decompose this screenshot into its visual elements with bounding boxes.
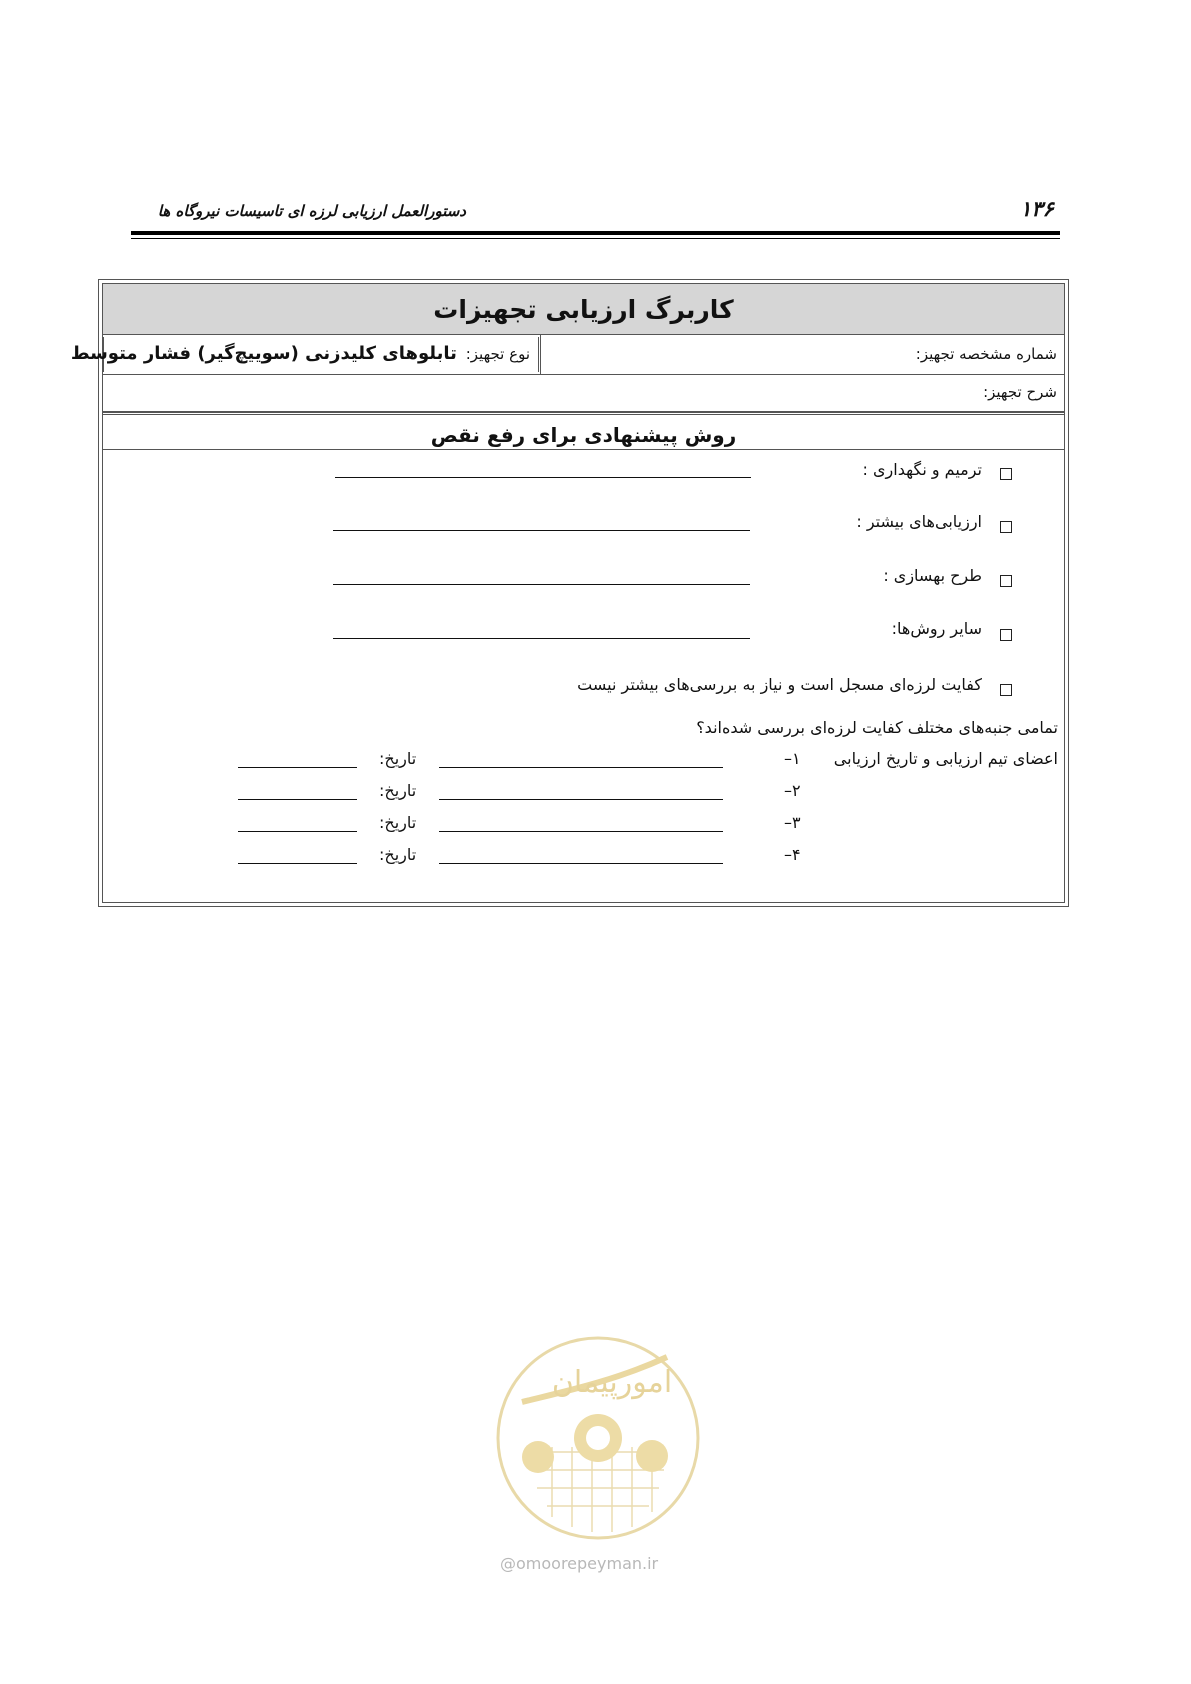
member-date-line[interactable] bbox=[238, 799, 357, 800]
equipment-id-cell[interactable] bbox=[540, 335, 1064, 374]
equipment-type bbox=[71, 343, 530, 364]
header-rule bbox=[131, 231, 1060, 235]
member-name-line[interactable] bbox=[439, 831, 723, 832]
aspects-question: تمامی جنبه‌های مختلف کفایت لرزه‌ای بررسی شده‌اند؟ bbox=[696, 718, 1058, 737]
form-inner-border bbox=[70, 283, 1065, 903]
member-date-label: تاریخ: bbox=[379, 845, 417, 864]
equipment-info-row bbox=[70, 335, 1064, 375]
equipment-type-label: نوع تجهیز: bbox=[465, 345, 530, 363]
other-methods-blank-line[interactable] bbox=[333, 638, 750, 639]
further-evaluation-blank-line[interactable] bbox=[333, 530, 750, 531]
header-rule-thin bbox=[131, 238, 1060, 239]
member-number: ۱– bbox=[784, 749, 801, 768]
member-date-label: تاریخ: bbox=[379, 749, 417, 768]
watermark-logo bbox=[492, 1332, 704, 1544]
member-date-line[interactable] bbox=[238, 863, 357, 864]
page-number: ۱۳۶ bbox=[1020, 196, 1054, 221]
member-date-line[interactable] bbox=[238, 831, 357, 832]
other-methods-checkbox[interactable] bbox=[1000, 629, 1012, 641]
equipment-description-label: شرح تجهیز: bbox=[983, 383, 1057, 401]
retrofit-checkbox[interactable] bbox=[1000, 575, 1012, 587]
member-name-line[interactable] bbox=[439, 799, 723, 800]
adequacy-checkbox[interactable] bbox=[1000, 684, 1012, 696]
further-evaluation-option-label: ارزیابی‌های بیشتر : bbox=[856, 512, 982, 531]
form-title: کاربرگ ارزیابی تجهیزات bbox=[103, 284, 1064, 335]
maintenance-option-label: ترمیم و نگهداری : bbox=[862, 460, 982, 479]
member-number: ۴– bbox=[784, 845, 801, 864]
maintenance-blank-line[interactable] bbox=[335, 477, 751, 478]
retrofit-option-label: طرح بهسازی : bbox=[883, 566, 982, 585]
equipment-evaluation-form bbox=[70, 279, 1069, 907]
retrofit-blank-line[interactable] bbox=[333, 584, 750, 585]
member-number: ۲– bbox=[784, 781, 801, 800]
other-methods-option-label: سایر روش‌ها: bbox=[891, 619, 982, 638]
equipment-description-row[interactable] bbox=[103, 375, 1064, 412]
maintenance-checkbox[interactable] bbox=[1000, 468, 1012, 480]
team-label: اعضای تیم ارزیابی و تاریخ ارزیابی bbox=[833, 749, 1058, 768]
watermark-logo-text: امورپیمان bbox=[551, 1365, 673, 1400]
remediation-section-title: روش پیشنهادی برای رفع نقص bbox=[103, 412, 1064, 450]
further-evaluation-checkbox[interactable] bbox=[1000, 521, 1012, 533]
equipment-type-cell bbox=[70, 335, 542, 374]
equipment-id-label: شماره مشخصه تجهیز: bbox=[915, 345, 1057, 363]
equipment-type-value: تابلوهای کلیدزنی (سوییچ‌گیر) فشار متوسط bbox=[70, 343, 457, 364]
member-date-label: تاریخ: bbox=[379, 781, 417, 800]
watermark-site: @omoorepeyman.ir bbox=[500, 1554, 659, 1573]
adequacy-statement: کفایت لرزه‌ای مسجل است و نیاز به بررسی‌های بیشتر نیست bbox=[577, 675, 982, 694]
running-title: دستورالعمل ارزیابی لرزه ای تاسیسات نیروگاه ها bbox=[157, 202, 466, 220]
member-date-label: تاریخ: bbox=[379, 813, 417, 832]
member-date-line[interactable] bbox=[238, 767, 357, 768]
member-name-line[interactable] bbox=[439, 767, 723, 768]
member-number: ۳– bbox=[784, 813, 801, 832]
member-name-line[interactable] bbox=[439, 863, 723, 864]
